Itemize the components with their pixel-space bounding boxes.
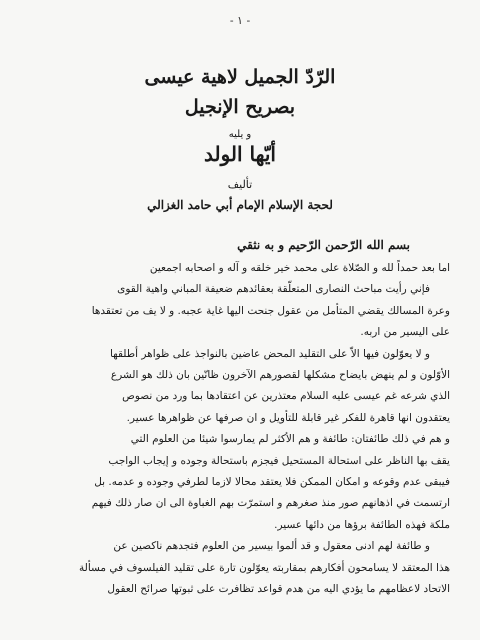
body-line: فإني رأيت مباحث النصارى المتعلّقة بعقائدهم ضعيفة المباني واهية القوى	[117, 283, 430, 296]
basmala: بسم الله الرّحمن الرّحيم و به نثقي	[237, 238, 410, 252]
page-number: - ١ -	[229, 14, 251, 27]
body-line: الأوّلون و لم ينهض بايضاح مشكلها لقصورهم الآخرون ظانّين بان ذلك هو الشرع	[110, 369, 450, 382]
title-line-1: الرّدّ الجميل لاهية عيسى	[144, 66, 336, 88]
body-text	[30, 258, 450, 601]
author-name: لحجة الإسلام الإمام أبي حامد الغزالي	[147, 198, 333, 212]
body-line: اما بعد حمداً لله و الصّلاة على محمد خير خلقه و آله و اصحابه اجمعين	[149, 262, 450, 274]
title-line-3: أيّها الولد	[204, 142, 276, 166]
body-line: يقف بها الناظر على استحالة المستحيل فيجزم باستحالة وجوده و إيجاب الواجب	[108, 454, 450, 467]
body-line: و هم في ذلك طائفتان: طائفة و هم الأكثر لم يمارسوا شيئا من العلوم التي	[130, 433, 450, 446]
followed-by-label: و يليه	[228, 129, 252, 140]
body-line: يعتقدون انها قاهرة للفكر غير قابلة للتأويل و ان صرفها عن ظواهرها عسير.	[126, 411, 450, 424]
body-line: ارتسمت في اذهانهم صور منذ صغرهم و استمرّت بهم الغباوة الى ان صار ذلك فيهم	[91, 497, 450, 510]
body-line: و طائفة لهم ادنى معقول و قد ألموا بيسير من العلوم فتجدهم ناكصين عن	[113, 540, 430, 553]
title-line-2: بصريح الإنجيل	[184, 96, 296, 118]
body-line: وعرة المسالك يقضي المتأمل من عقول جنحت اليها غاية عجبه. و لا يف من تعتقدها	[91, 304, 450, 317]
body-line: فيبقى عدم وقوعه و امكان الممكن فلا يعتقد محالا لازما لطرفي وجوده و عدمه. بل	[94, 476, 450, 489]
body-line: على اليسير من اربه.	[360, 326, 450, 339]
body-line: الذي شرعه غم عيسى عليه السلام معتذرين عن اعتقادها بما ورد من نصوص	[122, 390, 450, 403]
body-line: هذا المعتقد لا يسامحون أفكارهم بمقاربته يعوّلون تارة على تقليد الفيلسوف في مسألة	[79, 561, 450, 574]
body-line: و لا يعوّلون فيها الاّ على التقليد المحض عاضين بالنواجذ على ظواهر أطلقها	[109, 347, 430, 360]
body-line: ملكة فهذه الطائفة برؤها من دائها عسير.	[274, 518, 450, 531]
authorship-label: تأليف	[227, 178, 253, 191]
body-line: الاتحاد لاعظامهم ما يؤدي اليه من هدم قواعد تظافرت على ثبوتها صرائح العقول	[107, 583, 450, 596]
